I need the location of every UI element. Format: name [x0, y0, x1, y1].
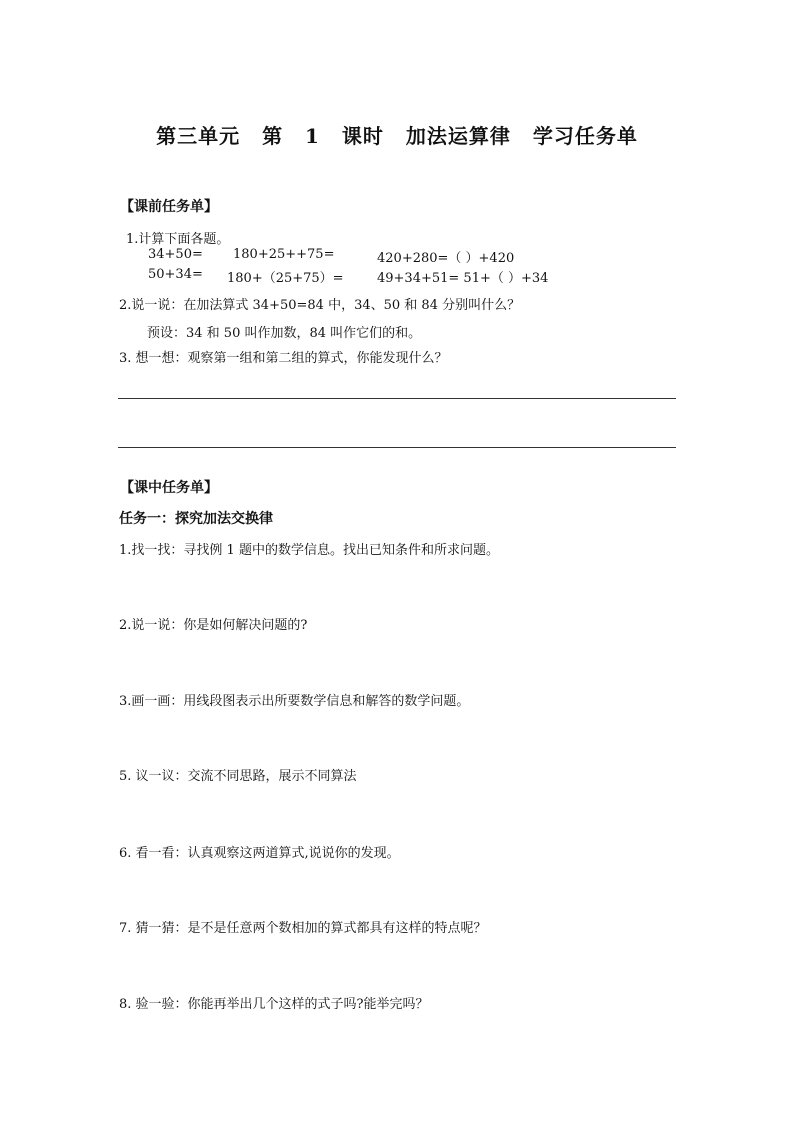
- question-1-label: 1.计算下面各题。: [126, 232, 230, 247]
- answer-line-2: [118, 447, 676, 448]
- in-class-item: 3.画一画：用线段图表示出所要数学信息和解答的数学问题。: [119, 694, 470, 709]
- answer-line-1: [118, 398, 676, 399]
- page-title: 第三单元 第 1 课时 加法运算律 学习任务单: [156, 124, 638, 148]
- in-class-item: 8. 验一验：你能再举出几个这样的式子吗?能举完吗？: [119, 997, 429, 1012]
- question-2-preset: 预设：34 和 50 叫作加数，84 叫作它们的和。: [147, 326, 422, 341]
- equation-r1c3: 420+280=（ ）+420: [377, 251, 515, 266]
- in-class-item: 6. 看一看：认真观察这两道算式,说说你的发现。: [119, 846, 400, 861]
- in-class-item: 7. 猜一猜：是不是任意两个数相加的算式都具有这样的特点呢？: [119, 921, 487, 936]
- equation-r2c2: 180+（25+75）=: [227, 271, 344, 286]
- in-class-item: 5. 议一议：交流不同思路，展示不同算法: [119, 769, 357, 784]
- pre-class-heading: 【课前任务单】: [120, 199, 218, 215]
- equation-r1c2: 180+25++75=: [233, 247, 335, 262]
- in-class-heading: 【课中任务单】: [120, 480, 218, 496]
- in-class-item: 1.找一找：寻找例 1 题中的数学信息。找出已知条件和所求问题。: [119, 543, 499, 558]
- question-2: 2.说一说：在加法算式 34+50=84 中，34、50 和 84 分别叫什么？: [119, 298, 521, 313]
- task-1-heading: 任务一：探究加法交换律: [119, 511, 273, 527]
- in-class-item: 2.说一说：你是如何解决问题的?: [119, 618, 308, 633]
- equation-r1c1: 34+50=: [148, 247, 203, 262]
- equation-r2c1: 50+34=: [148, 267, 203, 282]
- question-3: 3. 想一想：观察第一组和第二组的算式，你能发现什么？: [119, 351, 448, 366]
- equation-r2c3: 49+34+51= 51+（ ）+34: [377, 271, 549, 286]
